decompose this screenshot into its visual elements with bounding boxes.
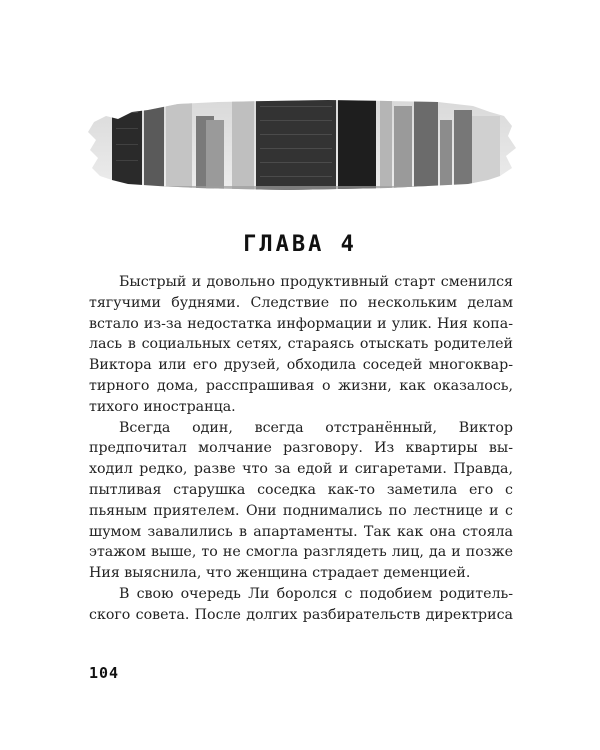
chapter-header-cityscape-image (88, 92, 518, 202)
chapter-title: ГЛАВА 4 (243, 232, 357, 257)
paragraph: Всегда один, всегда отстранённый, Виктор предпочитал молчание разговору. Из квартиры выходил редко, разве что за едой и сигаретами. Правда, пытливая старушка соседка как-то заметила его с пьяным приятелем. Они поднимались по лестнице и с шумом завалились в апартаменты. Так как она стояла этажом выше, то не смогла разглядеть лиц, да и позже Ния выяснила, что женщина страдает деменцией. (89, 419, 513, 582)
page-number: 104 (89, 664, 120, 682)
paragraph: В свою очередь Ли боролся с подобием родительского совета. После долгих разбирательств директриса (89, 585, 513, 623)
paragraph: Быстрый и довольно продуктивный старт сменился тягучими буднями. Следствие по нескольким делам встало из-за недостатка информации и улик. Ния копалась в социальных сетях, стараясь отыскать родителей Виктора или его друзей, обходила соседей многоквартирного дома, расспрашивая о жизни, как оказалось, тихого иностранца. (89, 274, 513, 415)
body-text (89, 272, 513, 626)
